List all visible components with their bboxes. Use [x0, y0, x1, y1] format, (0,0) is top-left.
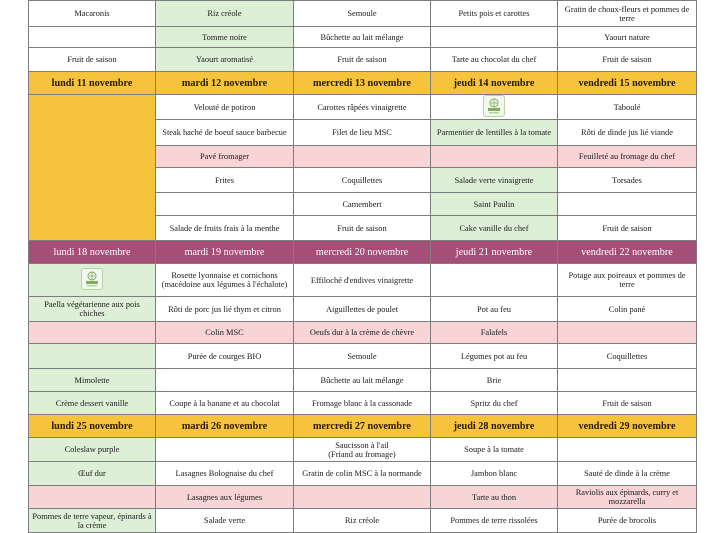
day-header: mardi 19 novembre: [156, 241, 294, 264]
menu-cell: Brie: [431, 369, 558, 392]
menu-cell: Torsades: [558, 168, 697, 193]
table-row: [29, 509, 697, 533]
menu-cell: Yaourt nature: [558, 27, 697, 48]
menu-cell: Effiloché d'endives vinaigrette: [294, 264, 431, 297]
menu-cell: [29, 322, 156, 344]
menu-cell: Coupe à la banane et au chocolat: [156, 392, 294, 415]
menu-cell: Purée de courges BIO: [156, 344, 294, 369]
menu-cell: Fruit de saison: [29, 48, 156, 72]
menu-cell: Rôti de porc jus lié thym et citron: [156, 297, 294, 322]
table-row: [29, 438, 697, 462]
menu-cell: Mimolette: [29, 369, 156, 392]
table-row: [29, 369, 697, 392]
menu-cell: Sauté de dinde à la crème: [558, 462, 697, 486]
menu-cell: Frites: [156, 168, 294, 193]
day-header: jeudi 14 novembre: [431, 72, 558, 95]
menu-item-alt: (Friand au fromage): [328, 449, 396, 459]
menu-cell: Jambon blanc: [431, 462, 558, 486]
vege-logo-icon: [81, 268, 103, 290]
menu-cell: Rôti de dinde jus lié viande: [558, 120, 697, 146]
table-row: [29, 392, 697, 415]
menu-cell: Riz créole: [156, 1, 294, 27]
menu-cell: Gratin de colin MSC à la normande: [294, 462, 431, 486]
menu-cell: Semoule: [294, 344, 431, 369]
menu-cell: [431, 264, 558, 297]
menu-cell: Lasagnes Bolognaise du chef: [156, 462, 294, 486]
menu-cell: Riz créole: [294, 509, 431, 533]
menu-cell: Cake vanille du chef: [431, 216, 558, 241]
menu-cell: Fromage blanc à la cassonade: [294, 392, 431, 415]
menu-cell: [558, 438, 697, 462]
menu-cell: Bûchette au lait mélange: [294, 369, 431, 392]
menu-cell: Crème dessert vanille: [29, 392, 156, 415]
day-header: vendredi 29 novembre: [558, 415, 697, 438]
day-header: lundi 18 novembre: [29, 241, 156, 264]
menu-cell: [29, 264, 156, 297]
menu-item-alt: (macédoine aux légumes à l'échalote): [161, 280, 288, 289]
menu-cell: Bûchette au lait mélange: [294, 27, 431, 48]
menu-cell: Salade de fruits frais à la menthe: [156, 216, 294, 241]
menu-cell: Fruit de saison: [294, 48, 431, 72]
table-row: [29, 27, 697, 48]
week-header-row: [29, 241, 697, 264]
menu-cell: [431, 95, 558, 120]
menu-cell: Tarte au chocolat du chef: [431, 48, 558, 72]
menu-cell: [29, 344, 156, 369]
menu-cell: Yaourt aromatisé: [156, 48, 294, 72]
menu-cell: Parmentier de lentilles à la tomate: [431, 120, 558, 146]
holiday-cell: [29, 95, 156, 241]
menu-cell: Raviolis aux épinards, curry et mozzarella: [558, 486, 697, 509]
menu-cell: [431, 27, 558, 48]
menu-cell: [294, 486, 431, 509]
menu-cell: Colin MSC: [156, 322, 294, 344]
menu-cell: Semoule: [294, 1, 431, 27]
menu-cell: Filet de lieu MSC: [294, 120, 431, 146]
vege-logo-icon: [483, 95, 505, 117]
menu-cell: [558, 369, 697, 392]
menu-cell: Salade verte: [156, 509, 294, 533]
menu-cell: [29, 27, 156, 48]
day-header: lundi 25 novembre: [29, 415, 156, 438]
menu-cell: Lasagnes aux légumes: [156, 486, 294, 509]
menu-cell: [558, 193, 697, 216]
day-header: mercredi 27 novembre: [294, 415, 431, 438]
menu-cell: [156, 369, 294, 392]
menu-cell: Falafels: [431, 322, 558, 344]
day-header: mercredi 20 novembre: [294, 241, 431, 264]
week-header-row: [29, 72, 697, 95]
menu-cell: Steak haché de boeuf sauce barbecue: [156, 120, 294, 146]
menu-cell: Fruit de saison: [558, 216, 697, 241]
menu-cell: Œuf dur: [29, 462, 156, 486]
day-header: vendredi 15 novembre: [558, 72, 697, 95]
table-row: [29, 462, 697, 486]
menu-cell: Gratin de choux-fleurs et pommes de terre: [558, 1, 697, 27]
day-header: jeudi 28 novembre: [431, 415, 558, 438]
menu-cell: Fruit de saison: [558, 392, 697, 415]
menu-cell: [156, 438, 294, 462]
menu-cell: Pommes de terre vapeur, épinards à la crème: [29, 509, 156, 533]
table-row: [29, 1, 697, 27]
menu-cell: Légumes pot au feu: [431, 344, 558, 369]
menu-cell: Carottes râpées vinaigrette: [294, 95, 431, 120]
table-row: [29, 264, 697, 297]
table-row: [29, 344, 697, 369]
day-header: mardi 12 novembre: [156, 72, 294, 95]
menu-cell: [29, 486, 156, 509]
menu-cell: Purée de brocolis: [558, 509, 697, 533]
table-row: [29, 486, 697, 509]
menu-cell: Camembert: [294, 193, 431, 216]
menu-cell: [156, 264, 294, 297]
menu-cell: Pavé fromager: [156, 146, 294, 168]
menu-cell: [294, 438, 431, 462]
menu-cell: Tarte au thon: [431, 486, 558, 509]
menu-cell: Feuilleté au fromage du chef: [558, 146, 697, 168]
menu-cell: Potage aux poireaux et pommes de terre: [558, 264, 697, 297]
menu-cell: Macaronis: [29, 1, 156, 27]
day-header: jeudi 21 novembre: [431, 241, 558, 264]
menu-cell: Taboulé: [558, 95, 697, 120]
menu-cell: Fruit de saison: [558, 48, 697, 72]
menu-item-main: Saucisson à l'ail: [335, 440, 389, 450]
menu-cell: Saint Paulin: [431, 193, 558, 216]
menu-cell: Soupe à la tomate: [431, 438, 558, 462]
menu-cell: Velouté de potiron: [156, 95, 294, 120]
menu-cell: Oeufs dur à la crème de chèvre: [294, 322, 431, 344]
week-header-row: [29, 415, 697, 438]
menu-cell: [558, 322, 697, 344]
table-row: [29, 95, 697, 120]
menu-cell: Colin pané: [558, 297, 697, 322]
menu-cell: Paella végétarienne aux pois chiches: [29, 297, 156, 322]
day-header: vendredi 22 novembre: [558, 241, 697, 264]
menu-cell: Petits pois et carottes: [431, 1, 558, 27]
menu-cell: Fruit de saison: [294, 216, 431, 241]
menu-cell: Pommes de terre rissolées: [431, 509, 558, 533]
menu-cell: Coquillettes: [558, 344, 697, 369]
menu-cell: Salade verte vinaigrette: [431, 168, 558, 193]
table-row: [29, 297, 697, 322]
table-row: [29, 48, 697, 72]
school-lunch-menu-table: [28, 0, 697, 533]
day-header: lundi 11 novembre: [29, 72, 156, 95]
menu-cell: [294, 146, 431, 168]
menu-cell: Coleslaw purple: [29, 438, 156, 462]
menu-cell: Pot au feu: [431, 297, 558, 322]
menu-item-main: Rosette lyonnaise et cornichons: [171, 271, 278, 280]
day-header: mercredi 13 novembre: [294, 72, 431, 95]
day-header: mardi 26 novembre: [156, 415, 294, 438]
menu-cell: Tomme noire: [156, 27, 294, 48]
menu-cell: Spritz du chef: [431, 392, 558, 415]
menu-cell: [156, 193, 294, 216]
menu-cell: Aiguillettes de poulet: [294, 297, 431, 322]
menu-cell: [431, 146, 558, 168]
table-row: [29, 322, 697, 344]
menu-cell: Coquillettes: [294, 168, 431, 193]
